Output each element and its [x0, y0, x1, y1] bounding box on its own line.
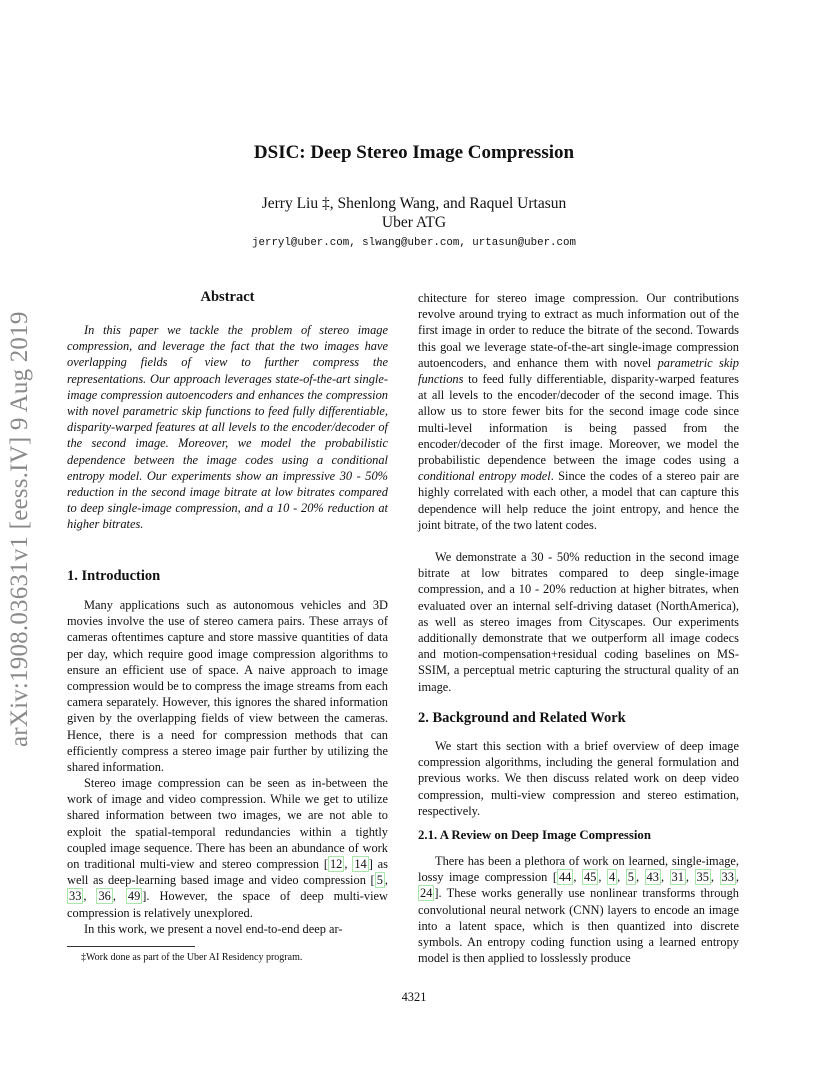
paragraph-text: Stereo image compression can be seen as in-between the work of image and video compression. While we get to utilize shared information between two images, we are not able to exploit the spatial-temporal redundancies within a tightly coupled image sequence. There has been an abundance of work on traditional multi-view and stereo compression [	[67, 776, 388, 872]
background-paragraph-1: We start this section with a brief overview of deep image compression algorithms, including the general formulation and previous works. We then discuss related work on deep video compression, multi-view compression and stereo estimation, respectively.	[418, 739, 739, 818]
emphasis-text: parametric skip functions	[418, 355, 740, 387]
paragraph-text: to feed fully differentiable, disparity-warped features at all levels to the encoder/decoder of the second image. This allow us to store fewer bits for the second image code since multi-level information is being passed from the encoder/decoder of the first image. Moreover, we model the probabilistic dependence between the image codes using a	[418, 372, 739, 468]
footnote-divider	[67, 946, 195, 947]
paragraph-text: ]. However, the space of deep multi-view compression is relatively unexplored.	[67, 889, 389, 920]
footnote: ‡Work done as part of the Uber AI Residency program.	[81, 952, 303, 963]
citation-link[interactable]: 43	[646, 870, 659, 885]
paragraph-text: ,	[344, 857, 353, 872]
arxiv-identifier-stamp: arXiv:1908.03631v1 [eess.IV] 9 Aug 2019	[6, 311, 33, 747]
author-list: Jerry Liu ‡, Shenlong Wang, and Raquel Urtasun	[261, 195, 567, 212]
citation-link[interactable]: 33	[721, 870, 734, 885]
citation-link[interactable]: 5	[376, 873, 383, 888]
citation-link[interactable]: 24	[420, 886, 433, 901]
citation-link[interactable]: 36	[98, 889, 111, 904]
paragraph-text: There has been a plethora of work on learned, single-image, lossy image compression [	[418, 854, 739, 885]
background-heading: 2. Background and Related Work	[418, 710, 626, 726]
paper-title: DSIC: Deep Stereo Image Compression	[253, 142, 575, 163]
emphasis-text: conditional entropy model	[418, 469, 551, 484]
introduction-paragraph-4	[418, 290, 739, 533]
paragraph-text: ]. These works generally use nonlinear transforms through convolutional neural network (CNN) layers to encode an image into a latent space, which is then quantized into discrete symbols. An entropy coding function using a learned entropy model is then applied to losslessly produce	[418, 886, 739, 966]
introduction-paragraph-1: Many applications such as autonomous vehicles and 3D movies involve the use of stereo camera pairs. These arrays of cameras oftentimes capture and store massive quantities of data per day, which require good image compression algorithms to ensure an efficient use of space. A naive approach to image compression would be to compress the image streams from each camera separately. However, this ignores the shared information given by the overlapping fields of view between the cameras. Hence, there is a need for compression methods that can efficiently compress a stereo image pair further by utilizing the shared information.	[67, 598, 388, 775]
affiliation: Uber ATG	[381, 214, 447, 231]
paragraph-text: . Since the codes of a stereo pair are highly correlated with each other, a model that can capture this dependence will help reduce the joint entropy, and hence the joint bitrate, of the two latent codes.	[418, 469, 739, 532]
citation-link[interactable]: 35	[696, 870, 709, 885]
abstract-heading: Abstract	[200, 289, 255, 305]
introduction-paragraph-2: Stereo image compression can be seen as in-between the work of image and video compression. While we get to utilize shared information between two images, we are not able to exploit the spatial-temporal redundancies within a tightly coupled image sequence. There has been an abundance of work on traditional multi-view and stereo compression [ 12 , 14 ] as well as deep-learning based image and video compression [ 5 , 33 , 36 , 49 ]. However, the space of deep multi-view compression is relatively unexplored.	[67, 776, 389, 920]
citation-link[interactable]: 49	[127, 889, 141, 904]
abstract-text: In this paper we tackle the problem of stereo image compression, and leverage the fact that the two images have overlapping fields of view to further compress the representations. Our approach leverages state-of-the-art single-image compression autoencoders and enhances the compression with novel parametric skip functions to feed fully differentiable, disparity-warped features at all levels to the encoder/decoder of the second image. Moreover, we model the probabilistic dependence between the image codes using a conditional entropy model. Our experiments show an impressive 30 - 50% reduction in the second image bitrate at low bitrates compared to deep single-image compression, and a 10 - 20% reduction at higher bitrates.	[67, 323, 388, 532]
background-paragraph-2: There has been a plethora of work on learned, single-image, lossy image compression [ 44 , 45 , 4 , 5 , 43 , 31 , 35 , 33 , 24 ]. These works generally use nonlinear transforms through convolutional neural network (CNN) layers to encode an image into a latent space, which is then quantized into discrete symbols. An entropy coding function using a learned entropy model is then applied to losslessly produce	[418, 854, 739, 966]
author-emails: jerryl@uber.com, slwang@uber.com, urtasun@uber.com	[252, 237, 576, 249]
citation-link[interactable]: 5	[627, 870, 634, 885]
citation-link[interactable]: 4	[608, 870, 616, 885]
subsection-heading: 2.1. A Review on Deep Image Compression	[418, 828, 651, 842]
introduction-paragraph-5: We demonstrate a 30 - 50% reduction in the second image bitrate at low bitrates compared to deep single-image compression, and a 10 - 20% reduction at higher bitrates, when evaluated over an internal self-driving dataset (NorthAmerica), as well as stereo images from Cityscapes. Our experiments additionally demonstrate that we outperform all image codecs and motion-compensation+residual coding baselines on MS-SSIM, a perceptual metric capturing the structural quality of an image.	[418, 550, 739, 694]
citation-link[interactable]: 44	[558, 870, 572, 885]
citation-link[interactable]: 12	[329, 857, 343, 872]
paragraph-text: chitecture for stereo image compression. Our contributions revolve around trying to extract as much information out of the first image in order to reduce the bitrate of the second. Towards this goal we leverage state-of-the-art single-image compression autoencoders, and enhance them with novel	[418, 291, 739, 370]
citation-link[interactable]: 31	[671, 870, 684, 885]
page-number: 4321	[401, 990, 427, 1004]
citation-link[interactable]: 45	[583, 870, 597, 885]
introduction-paragraph-3: In this work, we present a novel end-to-end deep ar-	[84, 922, 343, 936]
introduction-heading: 1. Introduction	[67, 568, 161, 584]
paragraph-text: ] as well as deep-learning based image and video compression [	[67, 857, 389, 888]
citation-link[interactable]: 14	[354, 857, 367, 872]
citation-link[interactable]: 33	[69, 889, 82, 904]
